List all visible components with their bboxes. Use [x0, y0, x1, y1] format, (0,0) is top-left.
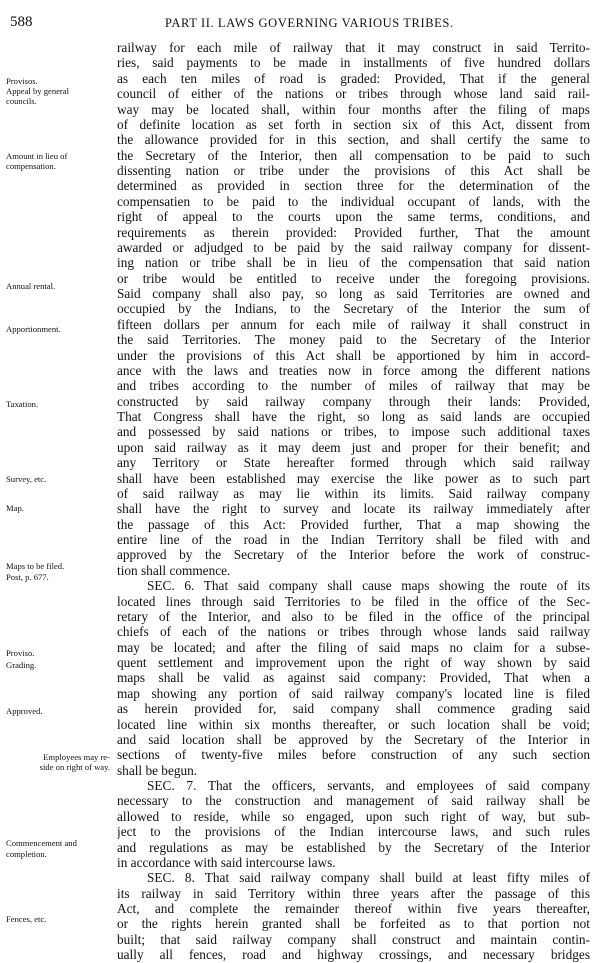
text-line: under the provisions of this Act shall be apportioned by him in accord- [117, 347, 590, 363]
text-line: and possessed by said nations or tribes, to impose such additional taxes [117, 424, 590, 440]
text-line: the said Territories. The money paid to the Secretary of the Interior [117, 332, 590, 348]
text-line: built; that said railway company shall construct and maintain contin- [117, 931, 590, 947]
margin-note-completion: completion. [6, 849, 47, 859]
text-line: and regulations as may be established by the Secretary of the Interior [117, 839, 590, 855]
text-line: of said railway as may lie within its limits. Said railway company [117, 485, 590, 501]
margin-note-annual-rental: Annual rental. [6, 281, 56, 291]
text-line: the allowance provided for in this section, and shall certify the same to [117, 132, 590, 148]
running-head: PART II. LAWS GOVERNING VARIOUS TRIBES. [165, 16, 454, 30]
margin-note-appeal: Appeal by general [6, 86, 69, 96]
margin-note-commencement: Commencement and [6, 838, 77, 848]
text-line: determined as provided in section three for the determination of the [117, 178, 590, 194]
page-number: 588 [10, 14, 33, 30]
margin-note-amount: Amount in lieu of [6, 151, 68, 161]
text-line: quent settlement and improvement upon the right of way shown by said [117, 655, 590, 670]
margin-note-appeal-cont: councils. [6, 96, 37, 106]
margin-note-employees: Employees may re- [43, 752, 110, 762]
section-6-heading-line: SEC. 6. That said company shall cause maps showing the route of its [147, 578, 590, 594]
statute-text [117, 40, 590, 963]
text-line: tion shall commence. [117, 562, 231, 578]
text-line: allowed to reside, while so engaged, upon such right of way, but sub- [117, 808, 590, 824]
text-line: located line within six months thereafter, or such location shall be void; [117, 716, 590, 732]
text-line: its railway in said Territory within three years after the passage of this [117, 885, 590, 901]
text-line: ries, said payments to be made in installments of five hundred dollars [117, 55, 590, 71]
text-line: sections of twenty-five miles before construction of any such section [117, 747, 590, 763]
text-line: awarded or adjudged to be paid by the said railway company for dissent- [117, 239, 590, 255]
margin-note-taxation: Taxation. [6, 399, 39, 409]
section-7-heading-line: SEC. 7. That the officers, servants, and employees of said company [147, 778, 590, 793]
text-line: maps shall be valid as against said company: Provided, That when a [117, 670, 590, 686]
text-line: may be located; and after the filing of said maps no claim for a subse- [117, 639, 590, 655]
text-line: located lines through said Territories to be filed in the office of the Sec- [117, 593, 590, 609]
text-line: right of appeal to the courts upon the same terms, conditions, and [117, 209, 590, 225]
text-line: in accordance with said intercourse laws. [117, 854, 336, 870]
margin-notes [0, 0, 115, 939]
text-line: entire line of the road in the Indian Territory shall be filed with and [117, 532, 590, 547]
text-line: railway for each mile of railway that it may construct in said Territo- [117, 40, 590, 55]
text-line: constructed by said railway company through their lands: Provided, [117, 393, 590, 409]
text-line: and said location shall be approved by the Secretary of the Interior in [117, 731, 590, 747]
text-line: shall have been established may exercise the like power as to such part [117, 470, 590, 486]
text-line: shall have the right to survey and locate its railway immediately after [117, 501, 590, 517]
text-line: ject to the provisions of the Indian intercourse laws, and such rules [117, 824, 590, 840]
text-line: occupied by the Indians, to the Secretary of the Interior the sum of [117, 301, 590, 317]
margin-note-post-ref: Post, p. 677. [6, 572, 49, 582]
text-line: and tribes according to the number of miles of railway that may be [117, 378, 590, 394]
margin-note-survey: Survey, etc. [6, 474, 47, 484]
text-line: retary of the Interior, and also to be filed in the office of the principal [117, 608, 590, 624]
text-line: way may be located shall, within four months after the filing of maps [117, 101, 590, 117]
text-line: or the rights herein granted shall be forfeited as to that portion not [117, 916, 590, 932]
margin-note-provisos: Provisos. [6, 76, 38, 86]
text-line: ing nation or tribe shall be in lieu of the compensation that said nation [117, 255, 590, 271]
text-line: compensatien to be paid to the individual occupant of lands, with the [117, 193, 590, 209]
margin-note-approved: Approved. [6, 706, 43, 716]
text-line: shall be begun. [117, 762, 198, 778]
text-line: council of either of the nations or tribes through whose land said rail- [117, 86, 590, 102]
text-line: fifteen dollars per annum for each mile of railway it shall construct in [117, 316, 590, 332]
text-line: requirements as therein provided: Provided further, That the amount [117, 224, 590, 240]
text-line: of definite location as set forth in section six of this Act, dissent from [117, 116, 590, 132]
text-line: upon said railway as it may deem just and proper for their benefit; and [117, 439, 590, 455]
text-line: ance with the laws and treaties now in force among the different nations [117, 362, 590, 378]
text-line: necessary to the construction and management of said railway shall be [117, 793, 590, 809]
text-line: chiefs of each of the nations or tribes through whose lands said railway [117, 624, 590, 640]
text-line: dissenting nation or tribe under the provisions of this Act shall be [117, 163, 590, 178]
margin-note-apportionment: Apportionment. [6, 324, 61, 334]
text-line: That Congress shall have the right, so long as said lands are occupied [117, 409, 590, 424]
text-line: Said company shall also pay, so long as said Territories are owned and [117, 286, 590, 301]
margin-note-maps-filed: Maps to be filed. [6, 561, 65, 571]
text-line: approved by the Secretary of the Interior before the work of construc- [117, 547, 590, 563]
text-line: or tribe would be entitled to receive under the foregoing provisions. [117, 270, 590, 286]
text-line: map showing any portion of said railway company's located line is filed [117, 685, 590, 701]
text-line: the passage of this Act: Provided further, That a map showing the [117, 516, 590, 532]
margin-note-map: Map. [6, 503, 24, 513]
text-line: as each ten miles of road is graded: Provided, That if the general [117, 70, 590, 86]
text-line: ually all fences, road and highway crossings, and necessary bridges [117, 947, 590, 963]
text-line: as herein provided for, said company shall commence grading said [117, 701, 590, 717]
margin-note-employees-cont: side on right of way. [39, 762, 110, 772]
margin-note-fences: Fences, etc. [6, 914, 47, 924]
text-line: any Territory or State hereafter formed through which said railway [117, 455, 590, 471]
section-8-heading-line: SEC. 8. That said railway company shall build at least fifty miles of [147, 870, 590, 886]
margin-note-proviso: Proviso. [6, 648, 35, 658]
margin-note-grading: Grading. [6, 660, 37, 670]
text-line: Act, and complete the remainder thereof within five years thereafter, [117, 901, 590, 916]
text-line: the Secretary of the Interior, then all compensation to be paid to such [117, 147, 590, 163]
margin-note-amount-cont: compensation. [6, 161, 56, 171]
